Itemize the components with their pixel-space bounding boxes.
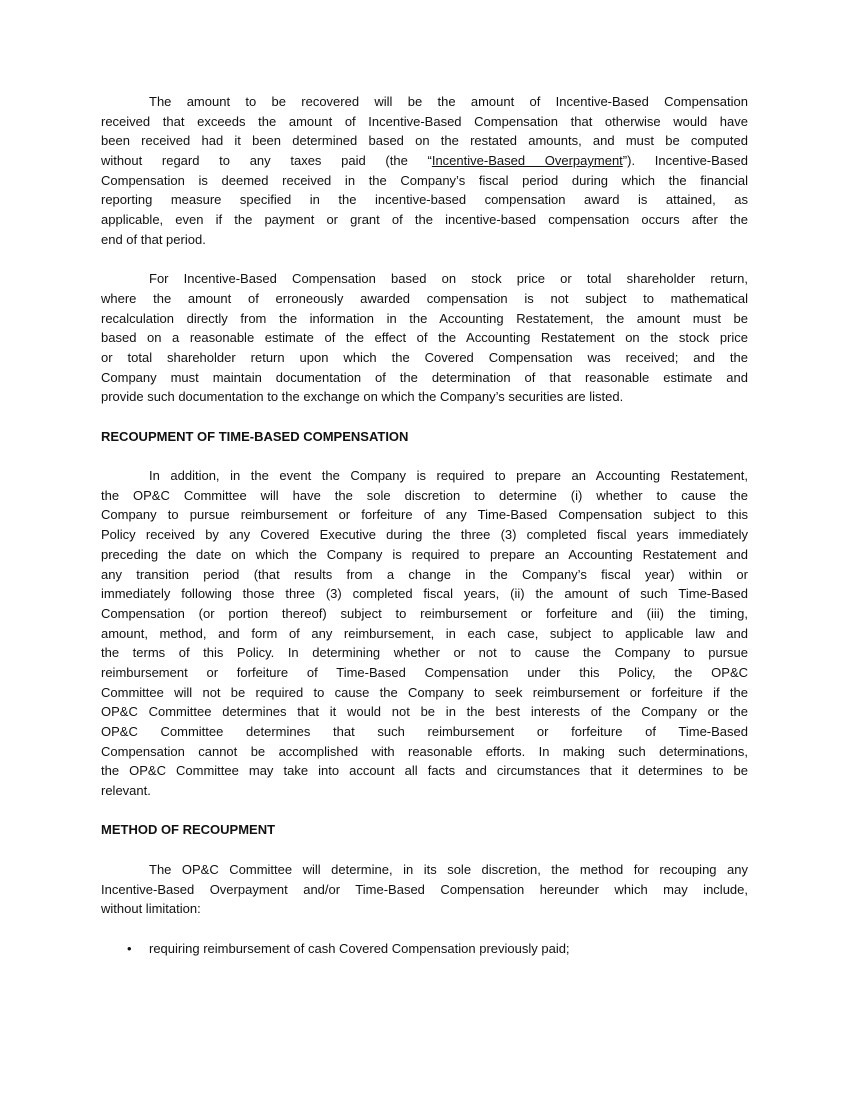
text-line: the terms of this Policy. In determining whether or not to cause the Company to pursue [101,645,748,661]
bullet-icon: • [127,940,132,956]
paragraph-stock-price [101,269,748,407]
text-line: preceding the date on which the Company is required to prepare an Accounting Restatement and [101,546,748,562]
text-line: Compensation (or portion thereof) subject to reimbursement or forfeiture and (iii) the timing, [101,605,748,621]
paragraph-time-based [101,466,748,801]
text-line [101,151,748,171]
text-line: where the amount of erroneously awarded compensation is not subject to mathematical [101,290,748,306]
document-page [101,92,748,958]
text-line: received that exceeds the amount of Incentive-Based Compensation that otherwise would have [101,113,748,129]
text-segment: without regard to any taxes paid (the “ [101,153,432,169]
text-line: The amount to be recovered will be the amount of Incentive-Based Compensation [149,94,748,109]
text-line: based on a reasonable estimate of the effect of the Accounting Restatement on the stock price [101,330,748,346]
bullet-text: requiring reimbursement of cash Covered Compensation previously paid; [149,940,570,956]
text-line: relevant. [101,783,151,799]
text-line: In addition, in the event the Company is required to prepare an Accounting Restatement, [149,468,748,484]
text-line: the OP&C Committee will have the sole discretion to determine (i) whether to cause the [101,487,748,503]
text-line: OP&C Committee determines that such reimbursement or forfeiture of Time-Based [101,724,748,739]
text-line: immediately following those three (3) completed fiscal years, (ii) the amount of such Time-Based [101,586,748,602]
text-line: Policy received by any Covered Executive during the three (3) completed fiscal years immediately [101,527,748,543]
section-heading: METHOD OF RECOUPMENT [101,822,276,838]
section-heading: RECOUPMENT OF TIME-BASED COMPENSATION [101,428,409,444]
text-line: the OP&C Committee may take into account all facts and circumstances that it determines to be [101,763,748,779]
bullet-item [101,939,748,959]
text-line: applicable, even if the payment or grant of the incentive-based compensation occurs after the [101,212,748,228]
text-line: end of that period. [101,231,206,247]
text-line: any transition period (that results from a change in the Company’s fiscal year) within or [101,566,748,582]
text-line: without limitation: [101,901,201,917]
text-line: reporting measure specified in the incentive-based compensation award is attained, as [101,192,748,208]
defined-term: Incentive-Based Overpayment [431,153,623,169]
paragraph-overpayment [101,92,748,250]
text-line: Compensation cannot be accomplished with reasonable efforts. In making such determinations, [101,743,748,759]
text-line: Incentive-Based Overpayment and/or Time-Based Compensation hereunder which may include, [101,881,748,897]
text-line: been received had it been determined based on the restated amounts, and must be computed [101,133,748,149]
paragraph-method [101,860,748,919]
text-line: OP&C Committee determines that it would not be in the best interests of the Company or the [101,704,748,720]
text-line: recalculation directly from the information in the Accounting Restatement, the amount must be [101,310,748,326]
text-line: reimbursement or forfeiture of Time-Based Compensation under this Policy, the OP&C [101,664,748,680]
text-segment: ”). Incentive-Based [622,153,748,169]
text-line: Company to pursue reimbursement or forfeiture of any Time-Based Compensation subject to this [101,507,748,523]
text-line: Committee will not be required to cause the Company to seek reimbursement or forfeiture if the [101,684,748,700]
text-line: provide such documentation to the exchange on which the Company’s securities are listed. [101,389,624,405]
text-line: Compensation is deemed received in the Company’s fiscal period during which the financial [101,172,748,188]
text-line: or total shareholder return upon which the Covered Compensation was received; and the [101,349,748,365]
text-line: The OP&C Committee will determine, in its sole discretion, the method for recouping any [149,861,748,877]
text-line: amount, method, and form of any reimbursement, in each case, subject to applicable law and [101,625,748,641]
text-line: For Incentive-Based Compensation based on stock price or total shareholder return, [149,271,748,287]
text-line: Company must maintain documentation of the determination of that reasonable estimate and [101,369,748,385]
